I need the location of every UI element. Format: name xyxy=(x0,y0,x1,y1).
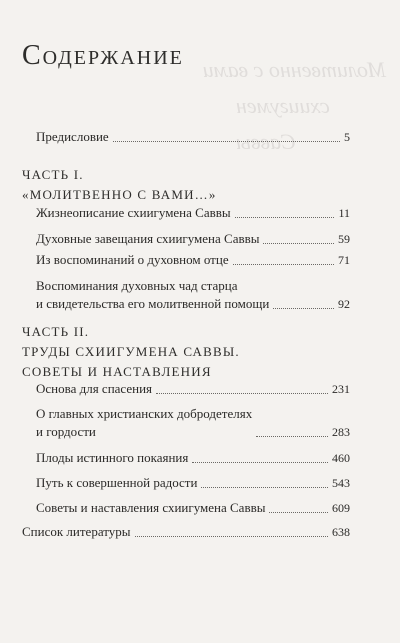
toc-entry-title xyxy=(36,405,252,441)
leader-dots xyxy=(192,462,328,463)
toc-entry xyxy=(36,499,350,517)
part-2-title: ТРУДЫ СХИИГУМЕНА САВВЫ. xyxy=(22,344,240,359)
toc-entry-page: 638 xyxy=(332,525,350,539)
leader-dots xyxy=(201,487,328,488)
bleed-through-text: Молитвенно с вами схиигумен Саввы xyxy=(202,57,386,154)
toc-entry xyxy=(36,251,350,269)
page-title: Содержание xyxy=(22,40,184,71)
leader-dots xyxy=(273,308,334,309)
toc-entry xyxy=(36,204,350,222)
toc-entry xyxy=(36,380,350,398)
leader-dots xyxy=(263,243,334,244)
toc-entry-title: Советы и наставления схиигумена Саввы xyxy=(36,500,266,515)
leader-dots xyxy=(113,141,340,142)
leader-dots xyxy=(269,512,328,513)
toc-entry-bibliography xyxy=(22,523,350,541)
toc-entry-page: 283 xyxy=(332,425,350,439)
leader-dots xyxy=(233,264,334,265)
toc-entry-title xyxy=(36,277,269,313)
toc-entry-page: 11 xyxy=(338,206,350,220)
leader-dots xyxy=(156,393,328,394)
toc-entry-page: 92 xyxy=(338,297,350,311)
toc-entry xyxy=(36,405,350,441)
toc-entry-title-line: Воспоминания духовных чад старца xyxy=(36,278,238,293)
part-1-heading xyxy=(22,165,217,205)
toc-entry-page: 71 xyxy=(338,253,350,267)
part-1-title: «МОЛИТВЕННО С ВАМИ…» xyxy=(22,187,217,202)
toc-entry-page: 5 xyxy=(344,130,350,144)
toc-entry-preface xyxy=(36,128,350,146)
leader-dots xyxy=(235,217,335,218)
leader-dots xyxy=(135,536,329,537)
part-1-number: ЧАСТЬ I. xyxy=(22,167,84,182)
toc-entry-title: Жизнеописание схиигумена Саввы xyxy=(36,205,231,220)
toc-entry-title-line: О главных христианских добродетелях xyxy=(36,406,253,421)
toc-entry-page: 543 xyxy=(332,476,350,490)
toc-entry-title: Список литературы xyxy=(22,524,131,539)
toc-entry-title: Плоды истинного покаяния xyxy=(36,450,189,465)
part-2-subtitle: СОВЕТЫ И НАСТАВЛЕНИЯ xyxy=(22,364,212,379)
toc-entry xyxy=(36,277,350,313)
toc-entry-title: Предисловие xyxy=(36,129,109,144)
toc-entry xyxy=(36,449,350,467)
toc-entry-title: Из воспоминаний о духовном отце xyxy=(36,252,229,267)
toc-entry-title: Основа для спасения xyxy=(36,381,153,396)
toc-entry xyxy=(36,474,350,492)
leader-dots xyxy=(256,436,328,437)
toc-entry-page: 609 xyxy=(332,501,350,515)
toc-entry-title-line: и гордости xyxy=(36,424,96,439)
toc-entry-title: Духовные завещания схиигумена Саввы xyxy=(36,231,260,246)
part-2-heading xyxy=(22,322,240,382)
toc-entry xyxy=(36,230,350,248)
part-2-number: ЧАСТЬ II. xyxy=(22,324,90,339)
toc-entry-title-line: и свидетельства его молитвенной помощи xyxy=(36,296,270,311)
toc-entry-page: 231 xyxy=(332,382,350,396)
toc-entry-title: Путь к совершенной радости xyxy=(36,475,198,490)
toc-entry-page: 460 xyxy=(332,451,350,465)
toc-entry-page: 59 xyxy=(338,232,350,246)
